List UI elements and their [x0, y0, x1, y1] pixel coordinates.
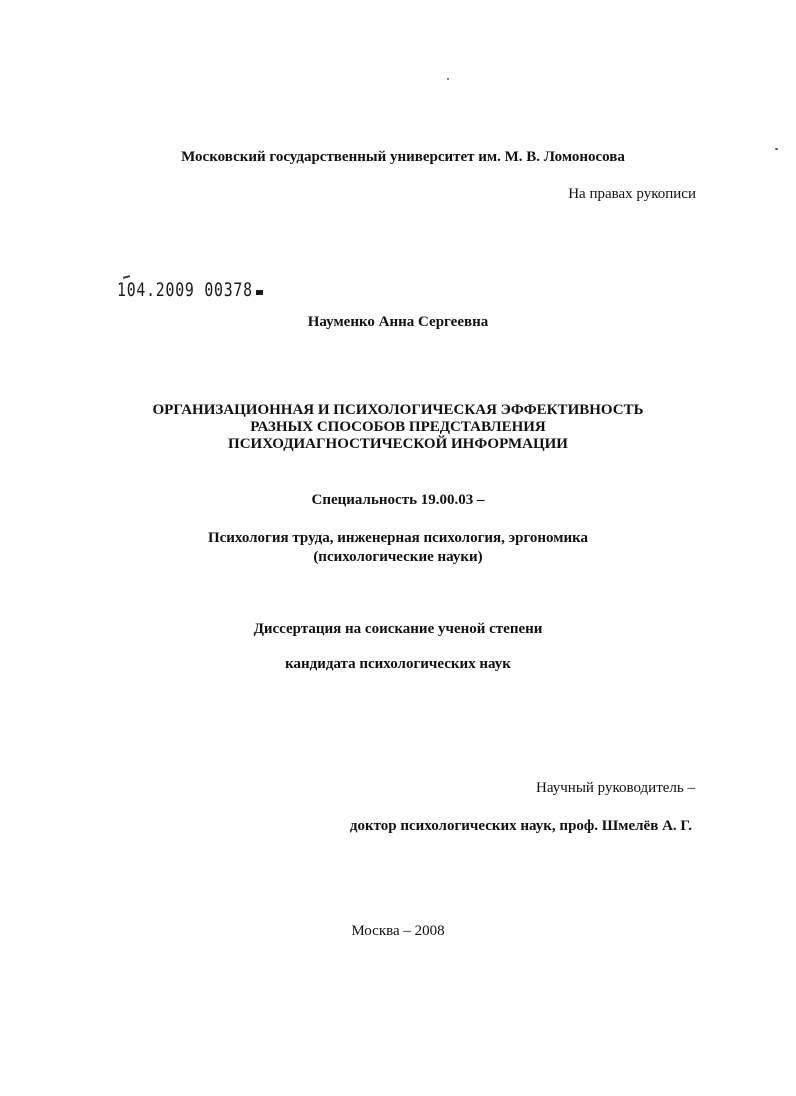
author-name: Науменко Анна Сергеевна — [307, 314, 489, 330]
scan-speck — [447, 78, 449, 80]
specialty-code: Специальность 19.00.03 – — [311, 492, 485, 508]
dissertation-title — [0, 402, 796, 453]
rights-notice: На правах рукописи — [568, 186, 696, 202]
title-line-1: ОРГАНИЗАЦИОННАЯ И ПСИХОЛОГИЧЕСКАЯ ЭФФЕКТИВНОСТЬ — [152, 402, 644, 418]
stamp-dot — [256, 290, 263, 295]
university-name: Московский государственный университет им. М. В. Ломоносова — [181, 149, 625, 165]
specialty-field: Психология труда, инженерная психология, эргономика — [207, 530, 589, 546]
degree-line-2: кандидата психологических наук — [285, 656, 511, 672]
title-line-2: РАЗНЫХ СПОСОБОВ ПРЕДСТАВЛЕНИЯ — [250, 419, 546, 435]
library-stamp-code: 104.2009 00378 — [117, 279, 253, 301]
specialty-science: (психологические науки) — [313, 549, 483, 565]
title-line-3: ПСИХОДИАГНОСТИЧЕСКОЙ ИНФОРМАЦИИ — [228, 436, 568, 452]
advisor-name: доктор психологических наук, проф. Шмелёв А. Г. — [349, 818, 692, 834]
advisor-label: Научный руководитель – — [536, 780, 695, 796]
degree-line-1: Диссертация на соискание ученой степени — [253, 621, 543, 637]
city-year: Москва – 2008 — [351, 923, 445, 939]
